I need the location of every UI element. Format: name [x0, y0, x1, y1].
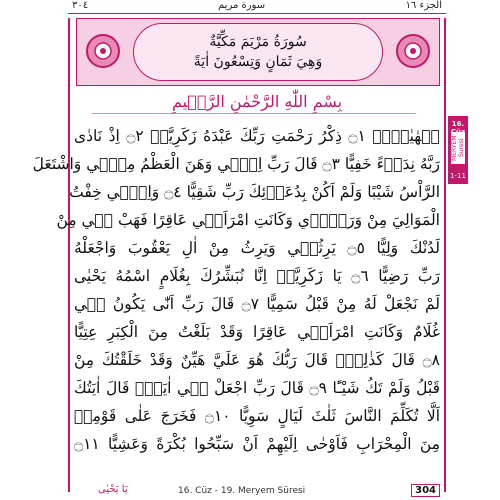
footer-next-word: يَا يَحْيٰى: [98, 484, 128, 495]
mushaf-page: [32, 0, 446, 500]
text-line: قَبْلُ وَلَمْ تَكُ شَيْـًٔا ۝٩ قَالَ رَبِّ اجْعَلْ ل۪ي اٰيَةًۜ قَالَ اٰيَتُكَ: [74, 379, 440, 397]
text-line: ۝٨ قَالَ كَذٰلِكَۚ قَالَ رَبُّكَ هُوَ عَلَيَّ هَيِّنٌ وَقَدْ خَلَقْتُكَ مِنْ: [74, 351, 440, 369]
ornament-right-icon: [393, 29, 433, 73]
header-sura-name: سورة مريم: [218, 0, 266, 11]
side-tab-sura-name: MERYEM Suresi: [451, 132, 465, 164]
page-footer: [68, 482, 446, 500]
text-line: كۤهٰيٰعۤصۤ ۝١ ذِكْرُ رَحْمَتِ رَبِّكَ عَبْدَهُ زَكَرِيَّاۚ ۝٢ اِذْ نَادٰى: [74, 127, 440, 145]
juz-side-tab[interactable]: [448, 116, 468, 184]
header-page-number: ٣٠٤: [72, 0, 89, 11]
footer-page-number: 304: [411, 484, 440, 497]
verse-text: [32, 122, 441, 458]
text-line: مِنَ الْمِحْرَابِ فَاَوْحٰى اِلَيْهِمْ اَنْ سَبِّحُوا بُكْرَةً وَعَشِيًّا ۝١١: [74, 435, 440, 453]
header-juz: الجزء ١٦: [405, 0, 442, 11]
side-tab-verse-range: 1-11: [450, 172, 466, 180]
page-border-left: [68, 18, 70, 492]
text-line: الرَّاْسُ شَيْبًا وَلَمْ اَكُنْ بِدُعَاۤئِكَ رَبِّ شَقِيًّا ۝٤ وَاِنّ۪ي خِفْتُ: [69, 183, 440, 201]
ornament-left-icon: [83, 29, 123, 73]
text-line: رَبِّ رَضِيًّا ۝٦ يَا زَكَرِيَّاۤ اِنَّا نُبَشِّرُكَ بِغُلَامٍ اسْمُهُ يَحْيٰى: [74, 267, 440, 285]
text-line: اَلَّا تُكَلِّمَ النَّاسَ ثَلٰثَ لَيَالٍ سَوِيًّا ۝١٠ فَخَرَجَ عَلٰى قَوْمِه۪: [74, 407, 441, 425]
sura-title-box: [133, 23, 383, 81]
header-rule: [68, 13, 446, 14]
text-line: الْمَوَالِيَ مِنْ وَرَاۤء۪ي وَكَانَتِ امْرَاَت۪ي عَاقِرًا فَهَبْ ل۪ي مِنْ: [56, 211, 440, 229]
side-tab-juz: 16.: [451, 120, 465, 128]
footer-label: 16. Cüz - 19. Meryem Süresi: [178, 486, 306, 496]
bismillah-underline: [92, 113, 416, 114]
text-line: لَدُنْكَ وَلِيًّا ۝٥ يَرِثُن۪ي وَيَرِثُ مِنْ اٰلِ يَعْقُوبَ وَاجْعَلْهُ: [74, 239, 441, 257]
sura-verse-count-line: وَهِيَ ثَمَانٍ وَتِسْعُونَ اٰيَةً: [193, 54, 323, 70]
text-line: غُلَامٌ وَكَانَتِ امْرَاَت۪ي عَاقِرًا وَقَدْ بَلَغْتُ مِنَ الْكِبَرِ عِتِيًّا: [74, 323, 440, 341]
text-line: رَبَّهُ نِدَاۤءً خَفِيًّا ۝٣ قَالَ رَبِّ اِنّ۪ي وَهَنَ الْعَظْمُ مِنّ۪ي وَاشْتَعَلَ: [32, 155, 440, 173]
sura-banner: [76, 18, 440, 86]
text-line: لَمْ نَجْعَلْ لَهُ مِنْ قَبْلُ سَمِيًّا ۝٧ قَالَ رَبِّ اَنّٰى يَكُونُ ل۪ي: [74, 295, 440, 313]
bismillah: بِسْمِ اللّٰهِ الرَّحْمٰنِ الرَّح۪يمِ: [171, 92, 343, 111]
page-border-right: [444, 18, 446, 492]
sura-title-line: سُورَةُ مَرْيَمَ مَكِّيَّةٌ: [209, 34, 307, 50]
